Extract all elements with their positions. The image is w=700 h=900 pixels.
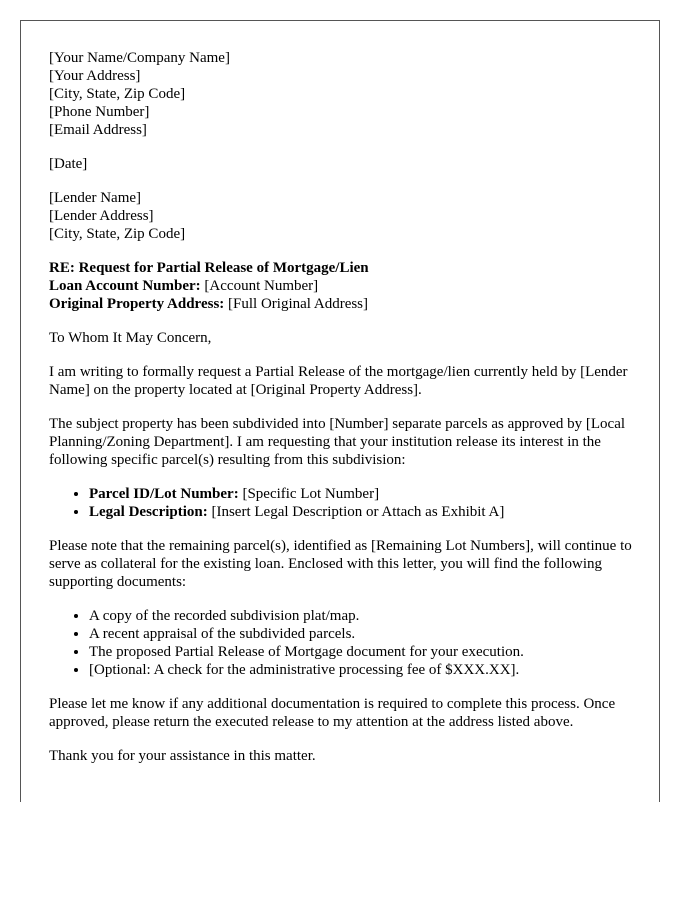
paragraph-remaining-parcels: Please note that the remaining parcel(s), identified as [Remaining Lot Numbers], will continue to serve as collateral for the existing loan. Enclosed with this letter, you will find the following supporting documents: [49,538,632,590]
date-block [49,155,639,173]
recipient-address: [Lender Address] [49,208,154,224]
salutation: To Whom It May Concern, [49,330,212,346]
loan-account-value: [Account Number] [200,278,319,294]
list-item: • The proposed Partial Release of Mortgage document for your execution. [89,643,639,661]
sender-city-state-zip: [City, State, Zip Code] [49,86,186,102]
subject-line [49,259,639,277]
property-address-line [49,295,639,313]
letter-date: [Date] [49,156,88,172]
recipient-name: [Lender Name] [49,190,142,206]
loan-account-line [49,277,639,295]
loan-account-label: Loan Account Number: [49,278,201,294]
sender-name: [Your Name/Company Name] [49,50,230,66]
list-item: • A recent appraisal of the subdivided parcels. [89,625,639,643]
list-item [89,503,639,521]
list-item [89,485,639,503]
sender-email: [Email Address] [49,122,147,138]
property-address-value: [Full Original Address] [224,296,369,312]
subject-block [49,259,639,313]
parcel-list [49,485,639,521]
sender-address: [Your Address] [49,68,141,84]
property-address-label: Original Property Address: [49,296,225,312]
recipient-city-state-zip: [City, State, Zip Code] [49,226,186,242]
legal-description-value: [Insert Legal Description or Attach as Exhibit A] [207,504,505,520]
parcel-id-label: Parcel ID/Lot Number: [89,486,239,502]
paragraph-request: I am writing to formally request a Partial Release of the mortgage/lien currently held by [Lender Name] on the property located at [Original Property Address]. [49,364,628,398]
paragraph-subdivision: The subject property has been subdivided into [Number] separate parcels as approved by [Local Planning/Zoning Department]. I am requesting that your institution release its interest in the following specific parcel(s) resulting from this subdivision: [49,416,626,468]
sender-block [49,49,639,139]
closing-line: Thank you for your assistance in this matter. [49,748,316,764]
recipient-block [49,189,639,243]
subject-re: RE: Request for Partial Release of Mortgage/Lien [49,260,369,276]
sender-phone: [Phone Number] [49,104,150,120]
legal-description-label: Legal Description: [89,504,208,520]
list-item: • [Optional: A check for the administrative processing fee of $XXX.XX]. [89,661,639,679]
list-item: • A copy of the recorded subdivision plat/map. [89,607,639,625]
parcel-id-value: [Specific Lot Number] [238,486,380,502]
letter-page [20,20,660,802]
documents-list [49,607,639,679]
paragraph-additional-docs: Please let me know if any additional documentation is required to complete this process. Once approved, please return the executed release to my attention at the address listed above. [49,696,616,730]
letter-content [49,49,639,781]
